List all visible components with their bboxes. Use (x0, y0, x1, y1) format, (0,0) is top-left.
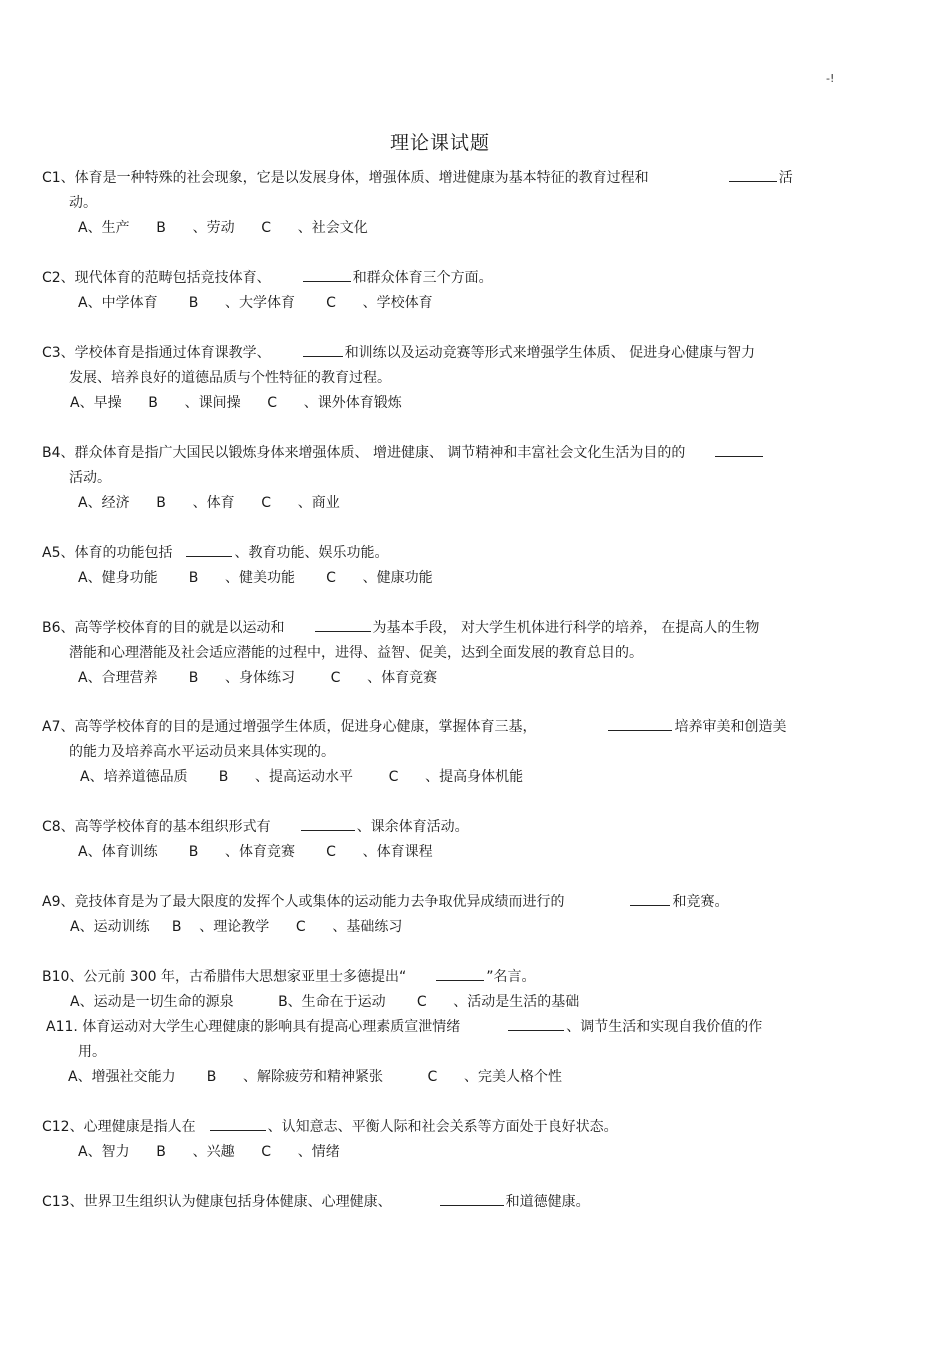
answer-blank (186, 542, 232, 557)
stem-text: B4、群众体育是指广大国民以锻炼身体来增强体质、 增进健康、 调节精神和丰富社会文化生活为目的的 (42, 445, 686, 461)
question-stem (46, 1015, 846, 1040)
question-6 (42, 616, 842, 691)
stem-text-after-blank: 和群众体育三个方面。 (352, 270, 493, 286)
question-stem (42, 616, 842, 641)
question-continuation: 活动。 (69, 470, 111, 486)
question-4 (42, 441, 842, 516)
question-11 (46, 1015, 846, 1090)
stem-text: B10、公元前 300 年，古希腊伟大思想家亚里士多德提出“ (42, 969, 407, 985)
answer-blank (436, 966, 484, 981)
answer-blank (303, 267, 351, 282)
stem-text: C1、体育是一种特殊的社会现象，它是以发展身体，增强体质、增进健康为基本特征的教育过程和 (42, 170, 649, 186)
stem-text: C2、现代体育的范畴包括竞技体育、 (42, 270, 271, 286)
answer-options: A、智力 B 、兴趣 C 、情绪 (78, 1144, 340, 1160)
page-mark: -! (826, 72, 835, 85)
answer-options: A、早操 B 、课间操 C 、课外体育锻炼 (70, 395, 402, 411)
stem-text: A5、体育的功能包括 (42, 545, 173, 561)
question-stem (42, 166, 842, 191)
answer-blank (210, 1116, 266, 1131)
question-continuation: 发展、培养良好的道德品质与个性特征的教育过程。 (69, 370, 391, 386)
answer-blank (715, 442, 763, 457)
answer-blank (508, 1016, 564, 1031)
answer-options: A、生产 B 、劳动 C 、社会文化 (78, 220, 368, 236)
stem-text: A7、高等学校体育的目的是通过增强学生体质，促进身心健康，掌握体育三基， (42, 719, 537, 735)
question-2 (42, 266, 842, 316)
stem-text-after-blank: 和训练以及运动竞赛等形式来增强学生体质、 促进身心健康与智力 (344, 345, 756, 361)
answer-options: A、合理营养 B 、身体练习 C 、体育竞赛 (78, 670, 438, 686)
question-10 (42, 965, 842, 1015)
stem-text: C8、高等学校体育的基本组织形式有 (42, 819, 271, 835)
stem-text-after-blank: 、课余体育活动。 (356, 819, 469, 835)
question-continuation: 潜能和心理潜能及社会适应潜能的过程中，进得、益智、促美，达到全面发展的教育总目的。 (69, 645, 643, 661)
answer-blank (303, 342, 343, 357)
answer-options: A、培养道德品质 B 、提高运动水平 C 、提高身体机能 (80, 769, 524, 785)
answer-options: A、运动训练 B 、理论教学 C 、基础练习 (70, 919, 403, 935)
stem-text-after-blank: 和道德健康。 (505, 1194, 590, 1210)
question-continuation: 用。 (78, 1044, 106, 1060)
stem-text-after-blank: 为基本手段， 对大学生机体进行科学的培养， 在提高人的生物 (372, 620, 760, 636)
stem-text: B6、高等学校体育的目的就是以运动和 (42, 620, 285, 636)
stem-text-after-blank: 活 (778, 170, 793, 186)
answer-blank (315, 617, 371, 632)
answer-blank (729, 167, 777, 182)
question-12 (42, 1115, 842, 1165)
stem-text-after-blank: 、教育功能、娱乐功能。 (234, 545, 389, 561)
question-stem (42, 341, 842, 366)
stem-text: C3、学校体育是指通过体育课教学、 (42, 345, 271, 361)
question-5 (42, 541, 842, 591)
answer-options: A、中学体育 B 、大学体育 C 、学校体育 (78, 295, 433, 311)
stem-text-after-blank: 、调节生活和实现自我价值的作 (566, 1019, 763, 1035)
question-stem (42, 815, 842, 840)
question-continuation: 动。 (69, 195, 97, 211)
stem-text-after-blank: 、认知意志、平衡人际和社会关系等方面处于良好状态。 (267, 1119, 618, 1135)
stem-text-after-blank: ”名言。 (486, 969, 536, 985)
question-13 (42, 1190, 842, 1215)
stem-text: A9、竞技体育是为了最大限度的发挥个人或集体的运动能力去争取优异成绩而进行的 (42, 894, 565, 910)
question-stem (42, 266, 842, 291)
page-title: 理论课试题 (389, 132, 490, 154)
answer-blank (630, 891, 670, 906)
question-stem (42, 441, 842, 466)
answer-blank (608, 716, 672, 731)
stem-text: C12、心理健康是指人在 (42, 1119, 196, 1135)
question-stem (42, 715, 842, 740)
answer-options: A、经济 B 、体育 C 、商业 (78, 495, 340, 511)
question-stem (42, 965, 842, 990)
answer-options: A、健身功能 B 、健美功能 C 、健康功能 (78, 570, 433, 586)
stem-text-after-blank: 和竞赛。 (672, 894, 729, 910)
question-stem (42, 541, 842, 566)
answer-options: A、体育训练 B 、体育竞赛 C 、体育课程 (78, 844, 433, 860)
answer-blank (440, 1191, 504, 1206)
answer-options: A、运动是一切生命的源泉 B、生命在于运动 C 、活动是生活的基础 (70, 994, 580, 1010)
question-stem (42, 890, 842, 915)
stem-text: C13、世界卫生组织认为健康包括身体健康、心理健康、 (42, 1194, 392, 1210)
question-7 (42, 715, 842, 790)
answer-blank (301, 816, 355, 831)
answer-options: A、增强社交能力 B 、解除疲劳和精神紧张 C 、完美人格个性 (68, 1069, 563, 1085)
stem-text: A11. 体育运动对大学生心理健康的影响具有提高心理素质宣泄情绪 (46, 1019, 461, 1035)
question-stem (42, 1115, 842, 1140)
question-continuation: 的能力及培养高水平运动员来具体实现的。 (69, 744, 335, 760)
question-9 (42, 890, 842, 940)
question-1 (42, 166, 842, 241)
question-8 (42, 815, 842, 865)
question-3 (42, 341, 842, 416)
question-stem (42, 1190, 842, 1215)
stem-text-after-blank: 培养审美和创造美 (674, 719, 787, 735)
